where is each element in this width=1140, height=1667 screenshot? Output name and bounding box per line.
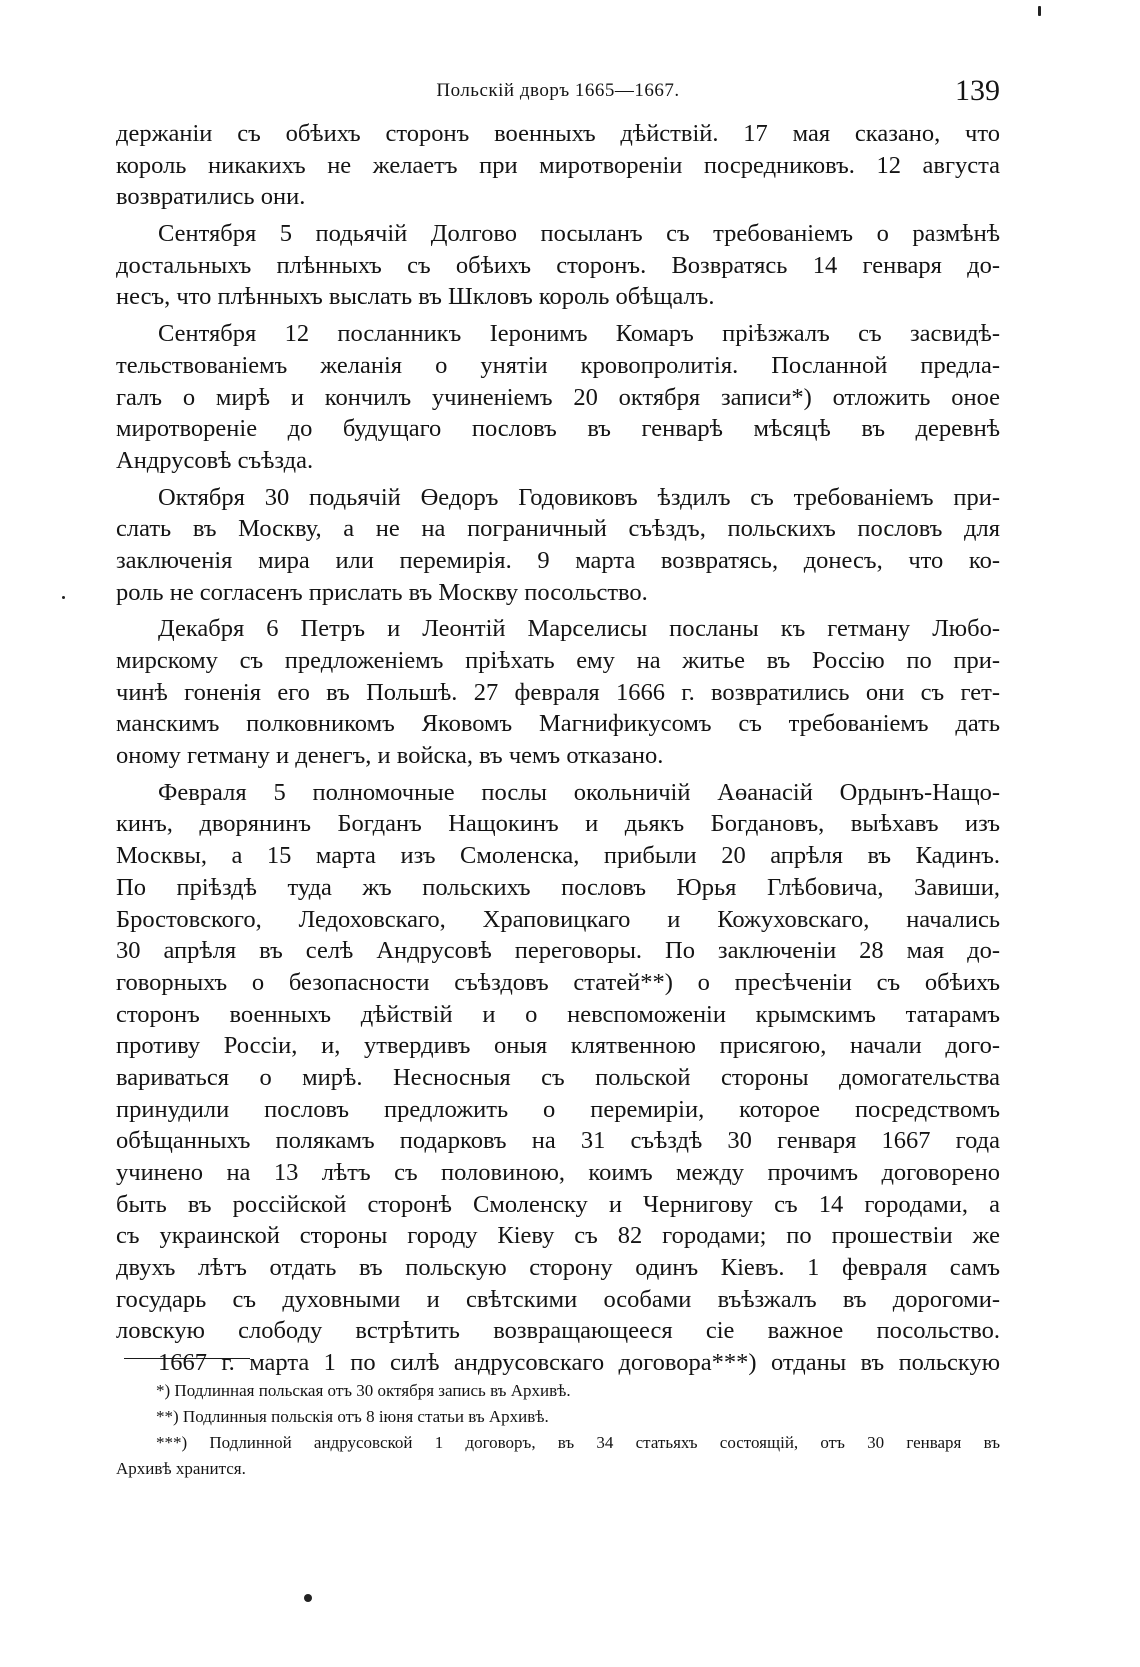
text-line: вариваться о мирѣ. Несносныя съ польской стороны домогательства bbox=[116, 1063, 1000, 1091]
footnote-continuation: Архивѣ хранится. bbox=[116, 1459, 246, 1478]
text-line: противу Россiи, и, утвердивъ оныя клятвенною присягою, начали дого- bbox=[116, 1032, 1000, 1060]
text-line: чинѣ гоненiя его въ Польшѣ. 27 февраля 1666 г. возвратились они съ гет- bbox=[116, 678, 1000, 706]
footnote: **) Подлинныя польскiя отъ 8 iюня статьи въ Архивѣ. bbox=[156, 1407, 549, 1426]
text-line: 30 апрѣля въ селѣ Андрусовѣ переговоры. По заключенiи 28 мая до- bbox=[116, 937, 1000, 965]
text-line: ловскую слободу встрѣтить возвращающееся сiе важное посольство. bbox=[116, 1317, 1000, 1345]
text-line: учинено на 13 лѣтъ съ половиною, коимъ между прочимъ договорено bbox=[116, 1159, 1000, 1186]
paragraph bbox=[116, 318, 1000, 476]
text-line: Бростовского, Ледоховскаго, Храповицкаго и Кожуховскаго, начались bbox=[116, 905, 1000, 933]
text-line: обѣщанныхъ полякамъ подарковъ на 31 съѣздѣ 30 генваря 1667 года bbox=[116, 1127, 1000, 1155]
text-line: заключенiя мира или перемирiя. 9 марта возвратясь, донесъ, что ко- bbox=[116, 546, 1000, 574]
text-line: несъ, что плѣнныхъ выслать въ Шкловъ король обѣщалъ. bbox=[116, 283, 715, 311]
text-line: сторонъ военныхъ дѣйствiй и о невспоможенiи крымскимъ татарамъ bbox=[116, 1000, 1000, 1028]
text-line: быть въ россiйской сторонѣ Смоленску и Чернигову съ 14 городами, а bbox=[116, 1190, 1000, 1218]
text-line: съ украинской стороны городу Кiеву съ 82 городами; по прошествiи же bbox=[116, 1222, 1000, 1250]
text-line: возвратились они. bbox=[116, 183, 306, 211]
paragraph bbox=[116, 218, 1000, 313]
running-head bbox=[116, 74, 1000, 108]
text-line: По прiѣздѣ туда жъ польскихъ пословъ Юрья Глѣбовича, Завиши, bbox=[116, 873, 1000, 901]
paragraph bbox=[116, 482, 1000, 609]
text-line: оному гетману и денегъ, и войска, въ чемъ отказано. bbox=[116, 742, 664, 770]
page-number: 139 bbox=[955, 74, 1000, 107]
text-line: галъ о мирѣ и кончилъ учиненiемъ 20 октября записи*) отложить оное bbox=[116, 383, 1000, 411]
text-line: манскимъ полковникомъ Яковомъ Магнификусомъ съ требованiемъ дать bbox=[116, 710, 1000, 738]
text-line: Февраля 5 полномочные послы окольничiй Аөанасiй Ордынъ-Нащо- bbox=[158, 778, 1000, 806]
text-line: кинъ, дворянинъ Богданъ Нащокинъ и дьякъ Богдановъ, выѣхавъ изъ bbox=[116, 810, 1000, 838]
text-line: Сентября 12 посланникъ Iеронимъ Комаръ прiѣзжалъ съ засвидѣ- bbox=[158, 320, 1000, 348]
paragraph bbox=[116, 777, 1000, 1347]
footnotes bbox=[116, 1378, 1000, 1482]
running-title: Польскій дворъ 1665—1667. bbox=[436, 80, 680, 101]
text-line: мирскому съ предложенiемъ прiѣхать ему на житье въ Россiю по при- bbox=[116, 647, 1000, 674]
paragraph bbox=[116, 1347, 1000, 1379]
text-line: 1667 г. марта 1 по силѣ андрусовскаго договора***) отданы въ польскую bbox=[158, 1349, 1000, 1377]
text-line: миротворенiе до будущаго пословъ въ генварѣ мѣсяцѣ въ деревнѣ bbox=[116, 415, 1000, 443]
text-line: достальныхъ плѣнныхъ съ обѣихъ сторонъ. Возвратясь 14 генваря до- bbox=[116, 251, 1000, 279]
footnote: ***) Подлинной андрусовской 1 договоръ, въ 34 статьяхъ состоящiй, отъ 30 генваря въ bbox=[156, 1433, 1000, 1452]
text-line: Октября 30 подьячiй Өедоръ Годовиковъ ѣздилъ съ требованiемъ при- bbox=[158, 483, 1000, 511]
scan-speck bbox=[62, 596, 65, 599]
text-line: Декабря 6 Петръ и Леонтiй Марселисы посланы къ гетману Любо- bbox=[158, 615, 1000, 643]
text-line: слать въ Москву, а не на пограничный съѣздъ, польскихъ пословъ для bbox=[116, 515, 1000, 543]
text-line: двухъ лѣтъ отдать въ польскую сторону одинъ Кiевъ. 1 февраля самъ bbox=[116, 1254, 1000, 1282]
footnote-rule bbox=[124, 1358, 250, 1359]
text-line: Москвы, а 15 марта изъ Смоленска, прибыли 20 апрѣля въ Кадинъ. bbox=[116, 842, 1000, 870]
scan-speck bbox=[1038, 6, 1041, 16]
text-line: король никакихъ не желаетъ при миротворенiи посредниковъ. 12 августа bbox=[116, 151, 1000, 179]
text-line: говорныхъ о безопасности съѣздовъ статей**) о пресѣченiи съ обѣихъ bbox=[116, 968, 1000, 996]
body-text bbox=[116, 118, 1000, 1379]
footnote: *) Подлинная польская отъ 30 октября запись въ Архивѣ. bbox=[156, 1381, 571, 1400]
text-line: тельствованiемъ желанiя о унятiи кровопролитiя. Посланной предла- bbox=[116, 351, 1000, 379]
text-line: держанiи съ обѣихъ сторонъ военныхъ дѣйствiй. 17 мая сказано, что bbox=[116, 120, 1000, 147]
scan-speck bbox=[304, 1594, 312, 1602]
text-line: государь съ духовными и свѣтскими особами въѣзжалъ въ дорогоми- bbox=[116, 1285, 1000, 1313]
text-line: роль не согласенъ прислать въ Москву посольство. bbox=[116, 578, 648, 606]
text-line: Андрусовѣ съѣзда. bbox=[116, 446, 314, 474]
text-line: принудили пословъ предложить о перемирiи, которое посредствомъ bbox=[116, 1095, 1000, 1123]
paragraph bbox=[116, 613, 1000, 771]
paragraph bbox=[116, 118, 1000, 213]
text-line: Сентября 5 подьячiй Долгово посыланъ съ требованiемъ о размѣнѣ bbox=[158, 220, 1000, 248]
